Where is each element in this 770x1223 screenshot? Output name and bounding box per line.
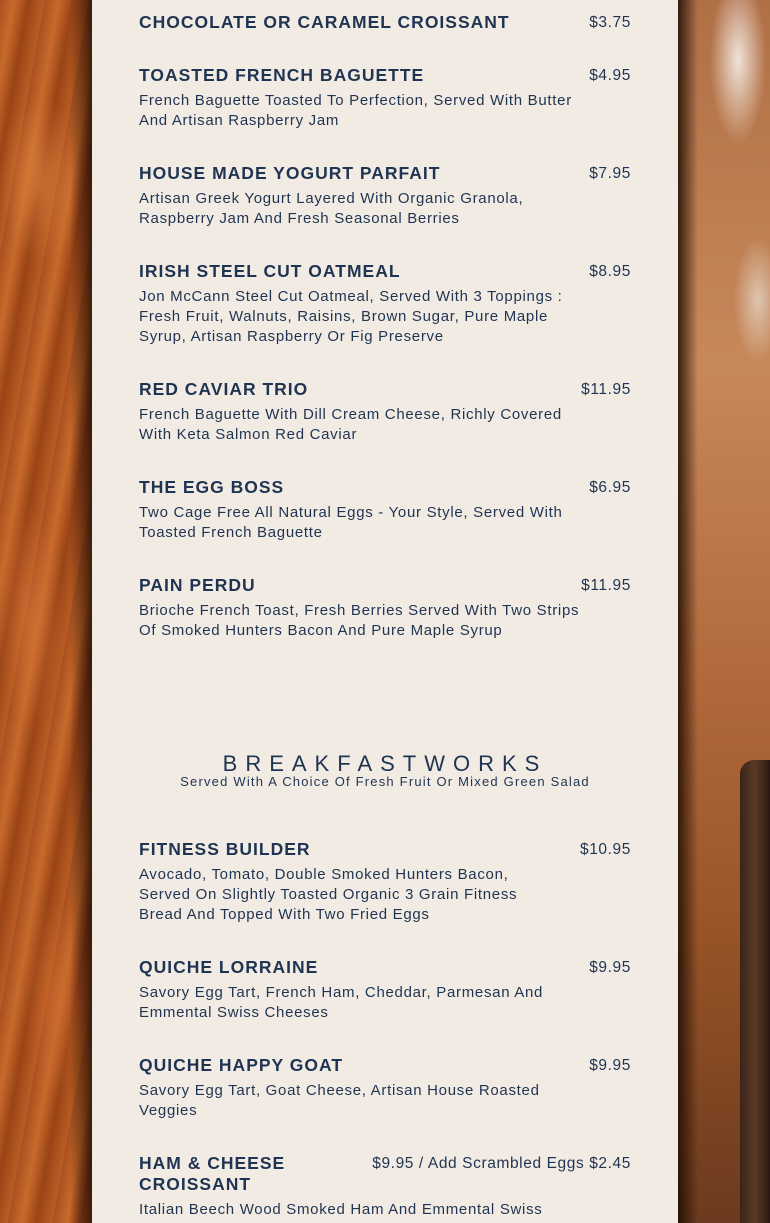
section-subtitle: Served With A Choice Of Fresh Fruit Or Mixed Green Salad [180,774,590,789]
menu-item-description: Two Cage Free All Natural Eggs - Your Style, Served With Toasted French Baguette [139,504,563,541]
wood-background-left [0,0,92,1223]
menu-item-price: $8.95 [589,263,631,280]
menu-item-title: HAM & CHEESE CROISSANT [139,1153,286,1194]
menu-item-price: $10.95 [579,841,631,858]
menu-item-price: $6.95 [589,479,631,496]
menu-item-price: $11.95 [581,381,631,398]
menu-item-title: QUICHE LORRAINE [139,957,319,977]
menu-item-price: $9.95 / Add Scrambled Eggs $2.45 [372,1155,631,1172]
menu-item-description: Italian Beech Wood Smoked Ham And Emmental Swiss [139,1201,543,1218]
menu-item-fitness-builder [139,839,631,925]
menu-item-toasted-baguette [139,65,631,131]
menu-item-title: CHOCOLATE OR CARAMEL CROISSANT [139,12,510,32]
photo-background-right [678,0,770,1223]
menu-item-description: French Baguette Toasted To Perfection, Served With Butter And Artisan Raspberry Jam [139,92,572,129]
section-header-breakfastworks [92,752,678,790]
menu-item-price: $9.95 [589,1057,631,1074]
menu-item-quiche-lorraine [139,957,631,1023]
menu-item-description: French Baguette With Dill Cream Cheese, Richly Covered With Keta Salmon Red Caviar [139,406,562,443]
menu-item-description: Brioche French Toast, Fresh Berries Served With Two Strips Of Smoked Hunters Bacon And Pure Maple Syrup [139,602,580,639]
section-title: BREAKFASTWORKS [222,751,548,776]
menu-item-price: $3.75 [589,14,631,31]
menu-item-quiche-happy-goat [139,1055,631,1121]
menu-item-yogurt-parfait [139,163,631,229]
menu-item-description: Jon McCann Steel Cut Oatmeal, Served With 3 Toppings : Fresh Fruit, Walnuts, Raisins, Brown Sugar, Pure Maple Syrup, Artisan Raspberry Or Fig Preserve [139,288,563,345]
menu-item-price: $9.95 [589,959,631,976]
menu-item-price: $4.95 [589,67,631,84]
menu-item-pain-perdu [139,575,631,641]
menu-item-ham-cheese-croissant [139,1153,631,1220]
menu-item-title: IRISH STEEL CUT OATMEAL [139,261,401,281]
menu-item-red-caviar-trio [139,379,631,445]
menu-item-description: Savory Egg Tart, Goat Cheese, Artisan House Roasted Veggies [139,1082,540,1119]
menu-item-description: Artisan Greek Yogurt Layered With Organic Granola, Raspberry Jam And Fresh Seasonal Berries [139,190,524,227]
menu-item-price: $7.95 [589,165,631,182]
menu-item-chocolate-croissant [139,12,631,33]
menu-item-title: PAIN PERDU [139,575,256,595]
menu-item-title: FITNESS BUILDER [139,839,311,859]
menu-item-title: TOASTED FRENCH BAGUETTE [139,65,425,85]
menu-item-egg-boss [139,477,631,543]
menu-item-title: HOUSE MADE YOGURT PARFAIT [139,163,441,183]
menu-item-irish-oatmeal [139,261,631,347]
menu-item-title: RED CAVIAR TRIO [139,379,309,399]
menu-item-title: QUICHE HAPPY GOAT [139,1055,344,1075]
menu-item-description: Avocado, Tomato, Double Smoked Hunters Bacon, Served On Slightly Toasted Organic 3 Grain Fitness Bread And Topped With Two Fried Eggs [139,866,518,923]
menu-item-price: $11.95 [581,577,631,594]
menu-item-title: THE EGG BOSS [139,477,285,497]
menu-item-description: Savory Egg Tart, French Ham, Cheddar, Parmesan And Emmental Swiss Cheeses [139,984,544,1021]
